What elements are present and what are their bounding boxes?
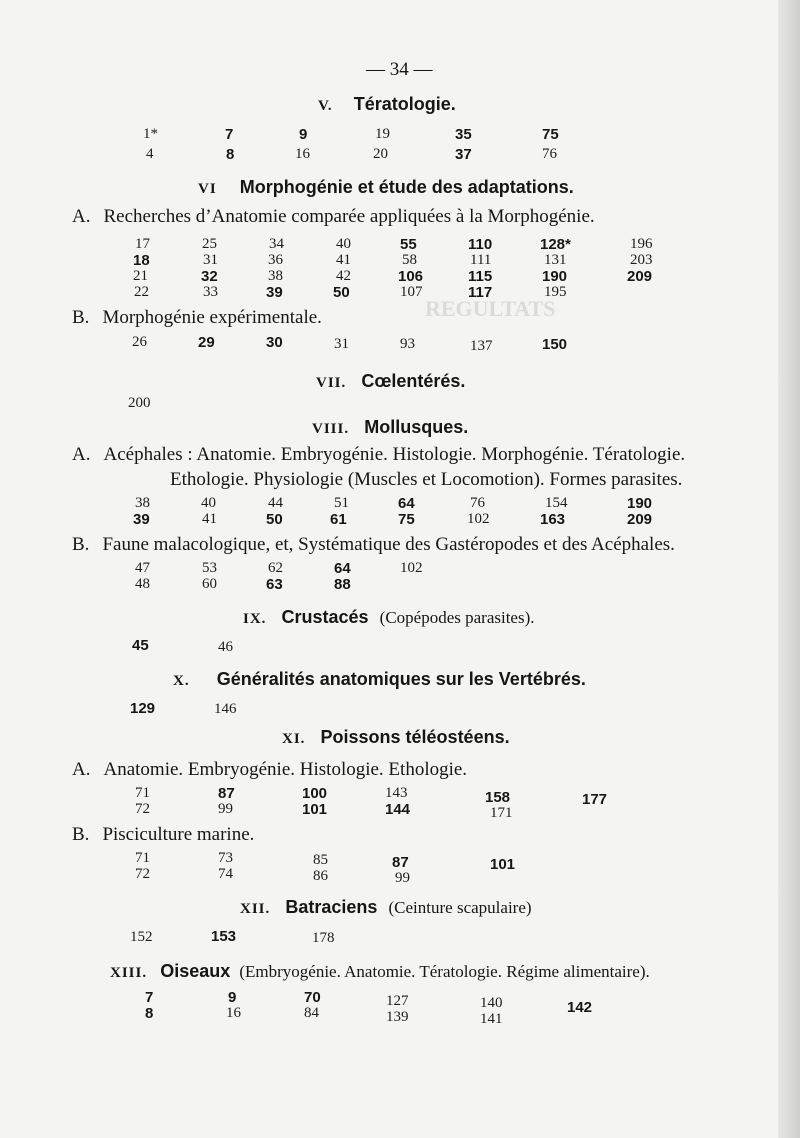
- index-number: 190: [627, 495, 653, 512]
- subheading-vi-a: A. Recherches d’Anatomie comparée appliquées à la Morphogénie.: [72, 206, 595, 227]
- index-number: 39: [133, 511, 150, 528]
- index-number: 64: [334, 560, 351, 577]
- index-number: 101: [490, 856, 516, 873]
- page-edge-shadow: [778, 0, 800, 1138]
- index-number: 25: [202, 236, 217, 252]
- index-number: 85: [313, 852, 328, 868]
- index-number: 163: [540, 511, 566, 528]
- index-number: 200: [128, 395, 151, 411]
- index-number: 87: [218, 785, 235, 802]
- index-number: 74: [218, 866, 233, 882]
- index-number: 45: [132, 637, 149, 654]
- index-number: 50: [333, 284, 350, 301]
- index-number: 58: [402, 252, 417, 268]
- index-number: 203: [630, 252, 653, 268]
- index-number: 38: [135, 495, 150, 511]
- index-number: 36: [268, 252, 283, 268]
- index-number: 141: [480, 1011, 503, 1027]
- section-heading-xiii: XIII. Oiseaux (Embryogénie. Anatomie. Tératologie. Régime alimentaire).: [110, 961, 650, 981]
- index-number: 196: [630, 236, 653, 252]
- index-number: 178: [312, 930, 335, 946]
- index-number: 131: [544, 252, 567, 268]
- index-number: 86: [313, 868, 328, 884]
- index-number: 64: [398, 495, 415, 512]
- index-number: 209: [627, 268, 653, 285]
- index-number: 61: [330, 511, 347, 528]
- index-number: 29: [198, 334, 215, 351]
- index-number: 87: [392, 854, 409, 871]
- section-heading-vii: VII. Cœlentérés.: [316, 371, 466, 391]
- index-number: 111: [470, 252, 492, 268]
- index-number: 99: [395, 870, 410, 886]
- index-number: 39: [266, 284, 283, 301]
- subheading-viii-a: A. Acéphales : Anatomie. Embryogénie. Histologie. Morphogénie. Tératologie.: [72, 444, 686, 465]
- index-number: 46: [218, 639, 233, 655]
- index-number: 152: [130, 929, 153, 945]
- index-number: 209: [627, 511, 653, 528]
- index-number: 139: [386, 1009, 409, 1025]
- index-number: 4: [146, 146, 154, 162]
- index-number: 63: [266, 576, 283, 593]
- index-number: 18: [133, 252, 150, 269]
- index-number: 17: [135, 236, 150, 252]
- index-number: 128*: [540, 236, 571, 253]
- index-number: 150: [542, 336, 568, 353]
- index-number: 190: [542, 268, 568, 285]
- bleed-through-text: REGULTATS: [425, 296, 556, 321]
- index-number: 16: [295, 146, 310, 162]
- section-heading-viii: VIII. Mollusques.: [312, 417, 469, 437]
- subheading-viii-a-continued: Ethologie. Physiologie (Muscles et Locomotion). Formes parasites.: [170, 469, 683, 490]
- index-number: 71: [135, 850, 150, 866]
- index-number: 177: [582, 791, 608, 808]
- index-number: 102: [467, 511, 490, 527]
- index-number: 31: [203, 252, 218, 268]
- index-number: 195: [544, 284, 567, 300]
- index-number: 171: [490, 805, 513, 821]
- index-number: 7: [225, 126, 234, 143]
- index-number: 144: [385, 801, 411, 818]
- section-heading-ix: IX. Crustacés (Copépodes parasites).: [243, 607, 535, 627]
- subheading-vi-b: B. Morphogénie expérimentale.: [72, 307, 322, 328]
- index-number: 9: [228, 989, 237, 1006]
- index-number: 99: [218, 801, 233, 817]
- index-number: 48: [135, 576, 150, 592]
- index-number: 31: [334, 336, 349, 352]
- index-number: 102: [400, 560, 423, 576]
- index-number: 140: [480, 995, 503, 1011]
- index-number: 62: [268, 560, 283, 576]
- index-number: 41: [202, 511, 217, 527]
- index-number: 20: [373, 146, 388, 162]
- index-number: 16: [226, 1005, 241, 1021]
- index-number: 107: [400, 284, 423, 300]
- index-number: 76: [542, 146, 557, 162]
- index-number: 19: [375, 126, 390, 142]
- index-number: 21: [133, 268, 148, 284]
- subheading-viii-b: B. Faune malacologique, et, Systématique des Gastéropodes et des Acéphales.: [72, 534, 675, 555]
- index-number: 1*: [143, 126, 158, 142]
- index-number: 71: [135, 785, 150, 801]
- index-number: 8: [145, 1005, 154, 1022]
- index-number: 44: [268, 495, 283, 511]
- section-heading-v: V. Tératologie.: [318, 94, 456, 114]
- index-number: 60: [202, 576, 217, 592]
- index-number: 110: [468, 236, 493, 253]
- index-number: 101: [302, 801, 328, 818]
- section-heading-vi: VI Morphogénie et étude des adaptations.: [198, 177, 574, 197]
- index-number: 55: [400, 236, 417, 253]
- section-heading-x: X. Généralités anatomiques sur les Vertébrés.: [173, 669, 586, 689]
- index-number: 33: [203, 284, 218, 300]
- index-number: 34: [269, 236, 284, 252]
- index-number: 72: [135, 801, 150, 817]
- index-number: 137: [470, 338, 493, 354]
- index-number: 88: [334, 576, 351, 593]
- page-number: — 34 —: [366, 59, 433, 80]
- index-number: 22: [134, 284, 149, 300]
- index-number: 47: [135, 560, 150, 576]
- index-number: 129: [130, 700, 156, 717]
- index-number: 73: [218, 850, 233, 866]
- index-number: 40: [201, 495, 216, 511]
- index-number: 117: [468, 284, 493, 301]
- section-heading-xii: XII. Batraciens (Ceinture scapulaire): [240, 897, 532, 917]
- index-number: 93: [400, 336, 415, 352]
- index-number: 32: [201, 268, 218, 285]
- index-number: 100: [302, 785, 328, 802]
- index-number: 37: [455, 146, 472, 163]
- index-number: 70: [304, 989, 321, 1006]
- index-number: 7: [145, 989, 154, 1006]
- index-number: 40: [336, 236, 351, 252]
- index-number: 154: [545, 495, 568, 511]
- index-number: 42: [336, 268, 351, 284]
- index-number: 51: [334, 495, 349, 511]
- index-number: 41: [336, 252, 351, 268]
- index-number: 35: [455, 126, 472, 143]
- index-number: 38: [268, 268, 283, 284]
- index-number: 50: [266, 511, 283, 528]
- index-number: 75: [398, 511, 415, 528]
- index-number: 153: [211, 928, 237, 945]
- index-number: 127: [386, 993, 409, 1009]
- index-number: 115: [468, 268, 493, 285]
- index-number: 9: [299, 126, 308, 143]
- section-heading-xi: XI. Poissons téléostéens.: [282, 727, 510, 747]
- index-number: 26: [132, 334, 147, 350]
- index-number: 106: [398, 268, 424, 285]
- index-number: 72: [135, 866, 150, 882]
- index-number: 8: [226, 146, 235, 163]
- index-number: 158: [485, 789, 511, 806]
- index-number: 53: [202, 560, 217, 576]
- index-number: 143: [385, 785, 408, 801]
- index-number: 84: [304, 1005, 319, 1021]
- index-number: 30: [266, 334, 283, 351]
- subheading-xi-a: A. Anatomie. Embryogénie. Histologie. Ethologie.: [72, 759, 468, 780]
- index-number: 142: [567, 999, 593, 1016]
- index-number: 76: [470, 495, 485, 511]
- index-number: 75: [542, 126, 559, 143]
- index-number: 146: [214, 701, 237, 717]
- subheading-xi-b: B. Pisciculture marine.: [72, 824, 255, 845]
